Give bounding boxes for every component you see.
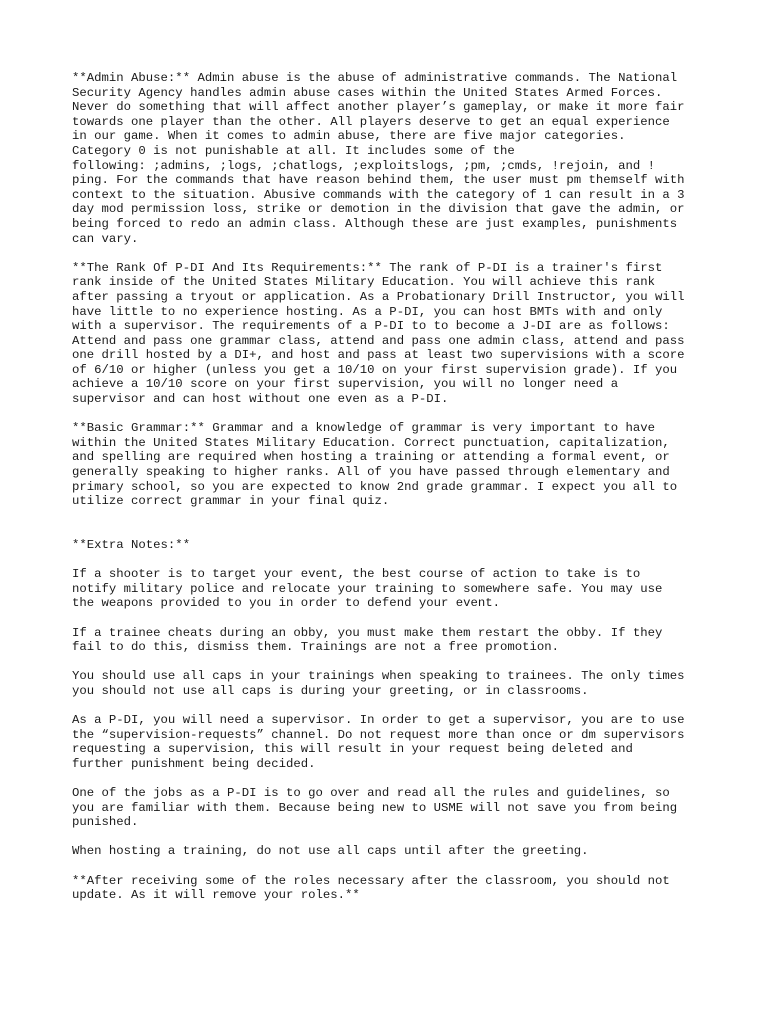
paragraph-greeting-note [72, 844, 702, 859]
text-line: fail to do this, dismiss them. Trainings are not a free promotion. [72, 640, 560, 655]
text-line: utilize correct grammar in your final quiz. [72, 494, 390, 509]
text-line: the “supervision-requests” channel. Do not request more than once or dm supervisors [72, 727, 685, 742]
text-line: **Basic Grammar:** Grammar and a knowledge of grammar is very important to have [72, 421, 655, 436]
text-line: after passing a tryout or application. As a Probationary Drill Instructor, you will [72, 289, 685, 304]
document-page [72, 71, 702, 917]
text-line: you are familiar with them. Because being new to USME will not save you from being [72, 800, 678, 815]
paragraph-caps-note [72, 669, 702, 698]
paragraph-rank-pdi [72, 261, 702, 407]
text-line: requesting a supervision, this will result in your request being deleted and [72, 742, 633, 757]
text-line: within the United States Military Education. Correct punctuation, capitalization, [72, 435, 670, 450]
text-line: supervisor and can host without one even as a P-DI. [72, 392, 449, 407]
text-line: have little to no experience hosting. As a P-DI, you can host BMTs with and only [72, 304, 663, 319]
text-line: in our game. When it comes to admin abuse, there are five major categories. [72, 129, 626, 144]
heading-extra-notes [72, 538, 702, 553]
text-line: with a supervisor. The requirements of a P-DI to to become a J-DI are as follows: [72, 319, 670, 334]
paragraph-obby-note [72, 626, 702, 655]
text-line: being forced to redo an admin class. Although these are just examples, punishments [72, 216, 678, 231]
text-line: towards one player than the other. All players deserve to get an equal experience [72, 114, 670, 129]
text-line: One of the jobs as a P-DI is to go over and read all the rules and guidelines, so [72, 786, 670, 801]
text-line: the weapons provided to you in order to defend your event. [72, 596, 501, 611]
text-line: further punishment being decided. [72, 756, 316, 771]
text-line: following: ;admins, ;logs, ;chatlogs, ;exploitslogs, ;pm, ;cmds, !rejoin, and ! [72, 158, 655, 173]
text-line: Attend and pass one grammar class, attend and pass one admin class, attend and pass [72, 333, 685, 348]
text-line: Category 0 is not punishable at all. It includes some of the [72, 143, 515, 158]
text-line: If a trainee cheats during an obby, you must make them restart the obby. If they [72, 625, 663, 640]
text-line: Never do something that will affect another player’s gameplay, or make it more fair [72, 100, 685, 115]
text-line: punished. [72, 815, 139, 830]
text-line: of 6/10 or higher (unless you get a 10/10 on your first supervision grade). If you [72, 362, 678, 377]
text-line: and spelling are required when hosting a training or attending a formal event, or [72, 450, 670, 465]
text-line: primary school, so you are expected to know 2nd grade grammar. I expect you all to [72, 479, 678, 494]
text-line: day mod permission loss, strike or demotion in the division that gave the admin, or [72, 202, 685, 217]
text-line: **Admin Abuse:** Admin abuse is the abuse of administrative commands. The National [72, 71, 678, 85]
text-line: ping. For the commands that have reason behind them, the user must pm themself with [72, 173, 685, 188]
paragraph-roles-note [72, 874, 702, 903]
text-line: **Extra Notes:** [72, 538, 191, 552]
text-line: If a shooter is to target your event, the best course of action to take is to [72, 567, 641, 582]
text-line: you should not use all caps is during your greeting, or in classrooms. [72, 683, 589, 698]
paragraph-basic-grammar [72, 421, 702, 509]
text-line: notify military police and relocate your training to somewhere safe. You may use [72, 581, 663, 596]
text-line: You should use all caps in your trainings when speaking to trainees. The only times [72, 669, 685, 684]
text-line: can vary. [72, 231, 139, 246]
text-line: one drill hosted by a DI+, and host and pass at least two supervisions with a score [72, 348, 685, 363]
text-line: context to the situation. Abusive commands with the category of 1 can result in a 3 [72, 187, 685, 202]
paragraph-rules-note [72, 786, 702, 830]
text-line: **The Rank Of P-DI And Its Requirements:** The rank of P-DI is a trainer's first [72, 260, 663, 275]
text-line: rank inside of the United States Military Education. You will achieve this rank [72, 275, 655, 290]
text-line: **After receiving some of the roles necessary after the classroom, you should not [72, 873, 670, 888]
blank-line [72, 523, 702, 538]
paragraph-supervisor-note [72, 713, 702, 771]
paragraph-admin-abuse [72, 71, 702, 246]
text-line: As a P-DI, you will need a supervisor. In order to get a supervisor, you are to use [72, 713, 685, 728]
text-line: achieve a 10/10 score on your first supervision, you will no longer need a [72, 377, 619, 392]
paragraph-shooter-note [72, 567, 702, 611]
text-line: update. As it will remove your roles.** [72, 888, 360, 903]
text-line: Security Agency handles admin abuse cases within the United States Armed Forces. [72, 85, 663, 100]
text-line: When hosting a training, do not use all caps until after the greeting. [72, 844, 589, 859]
text-line: generally speaking to higher ranks. All of you have passed through elementary and [72, 465, 670, 480]
